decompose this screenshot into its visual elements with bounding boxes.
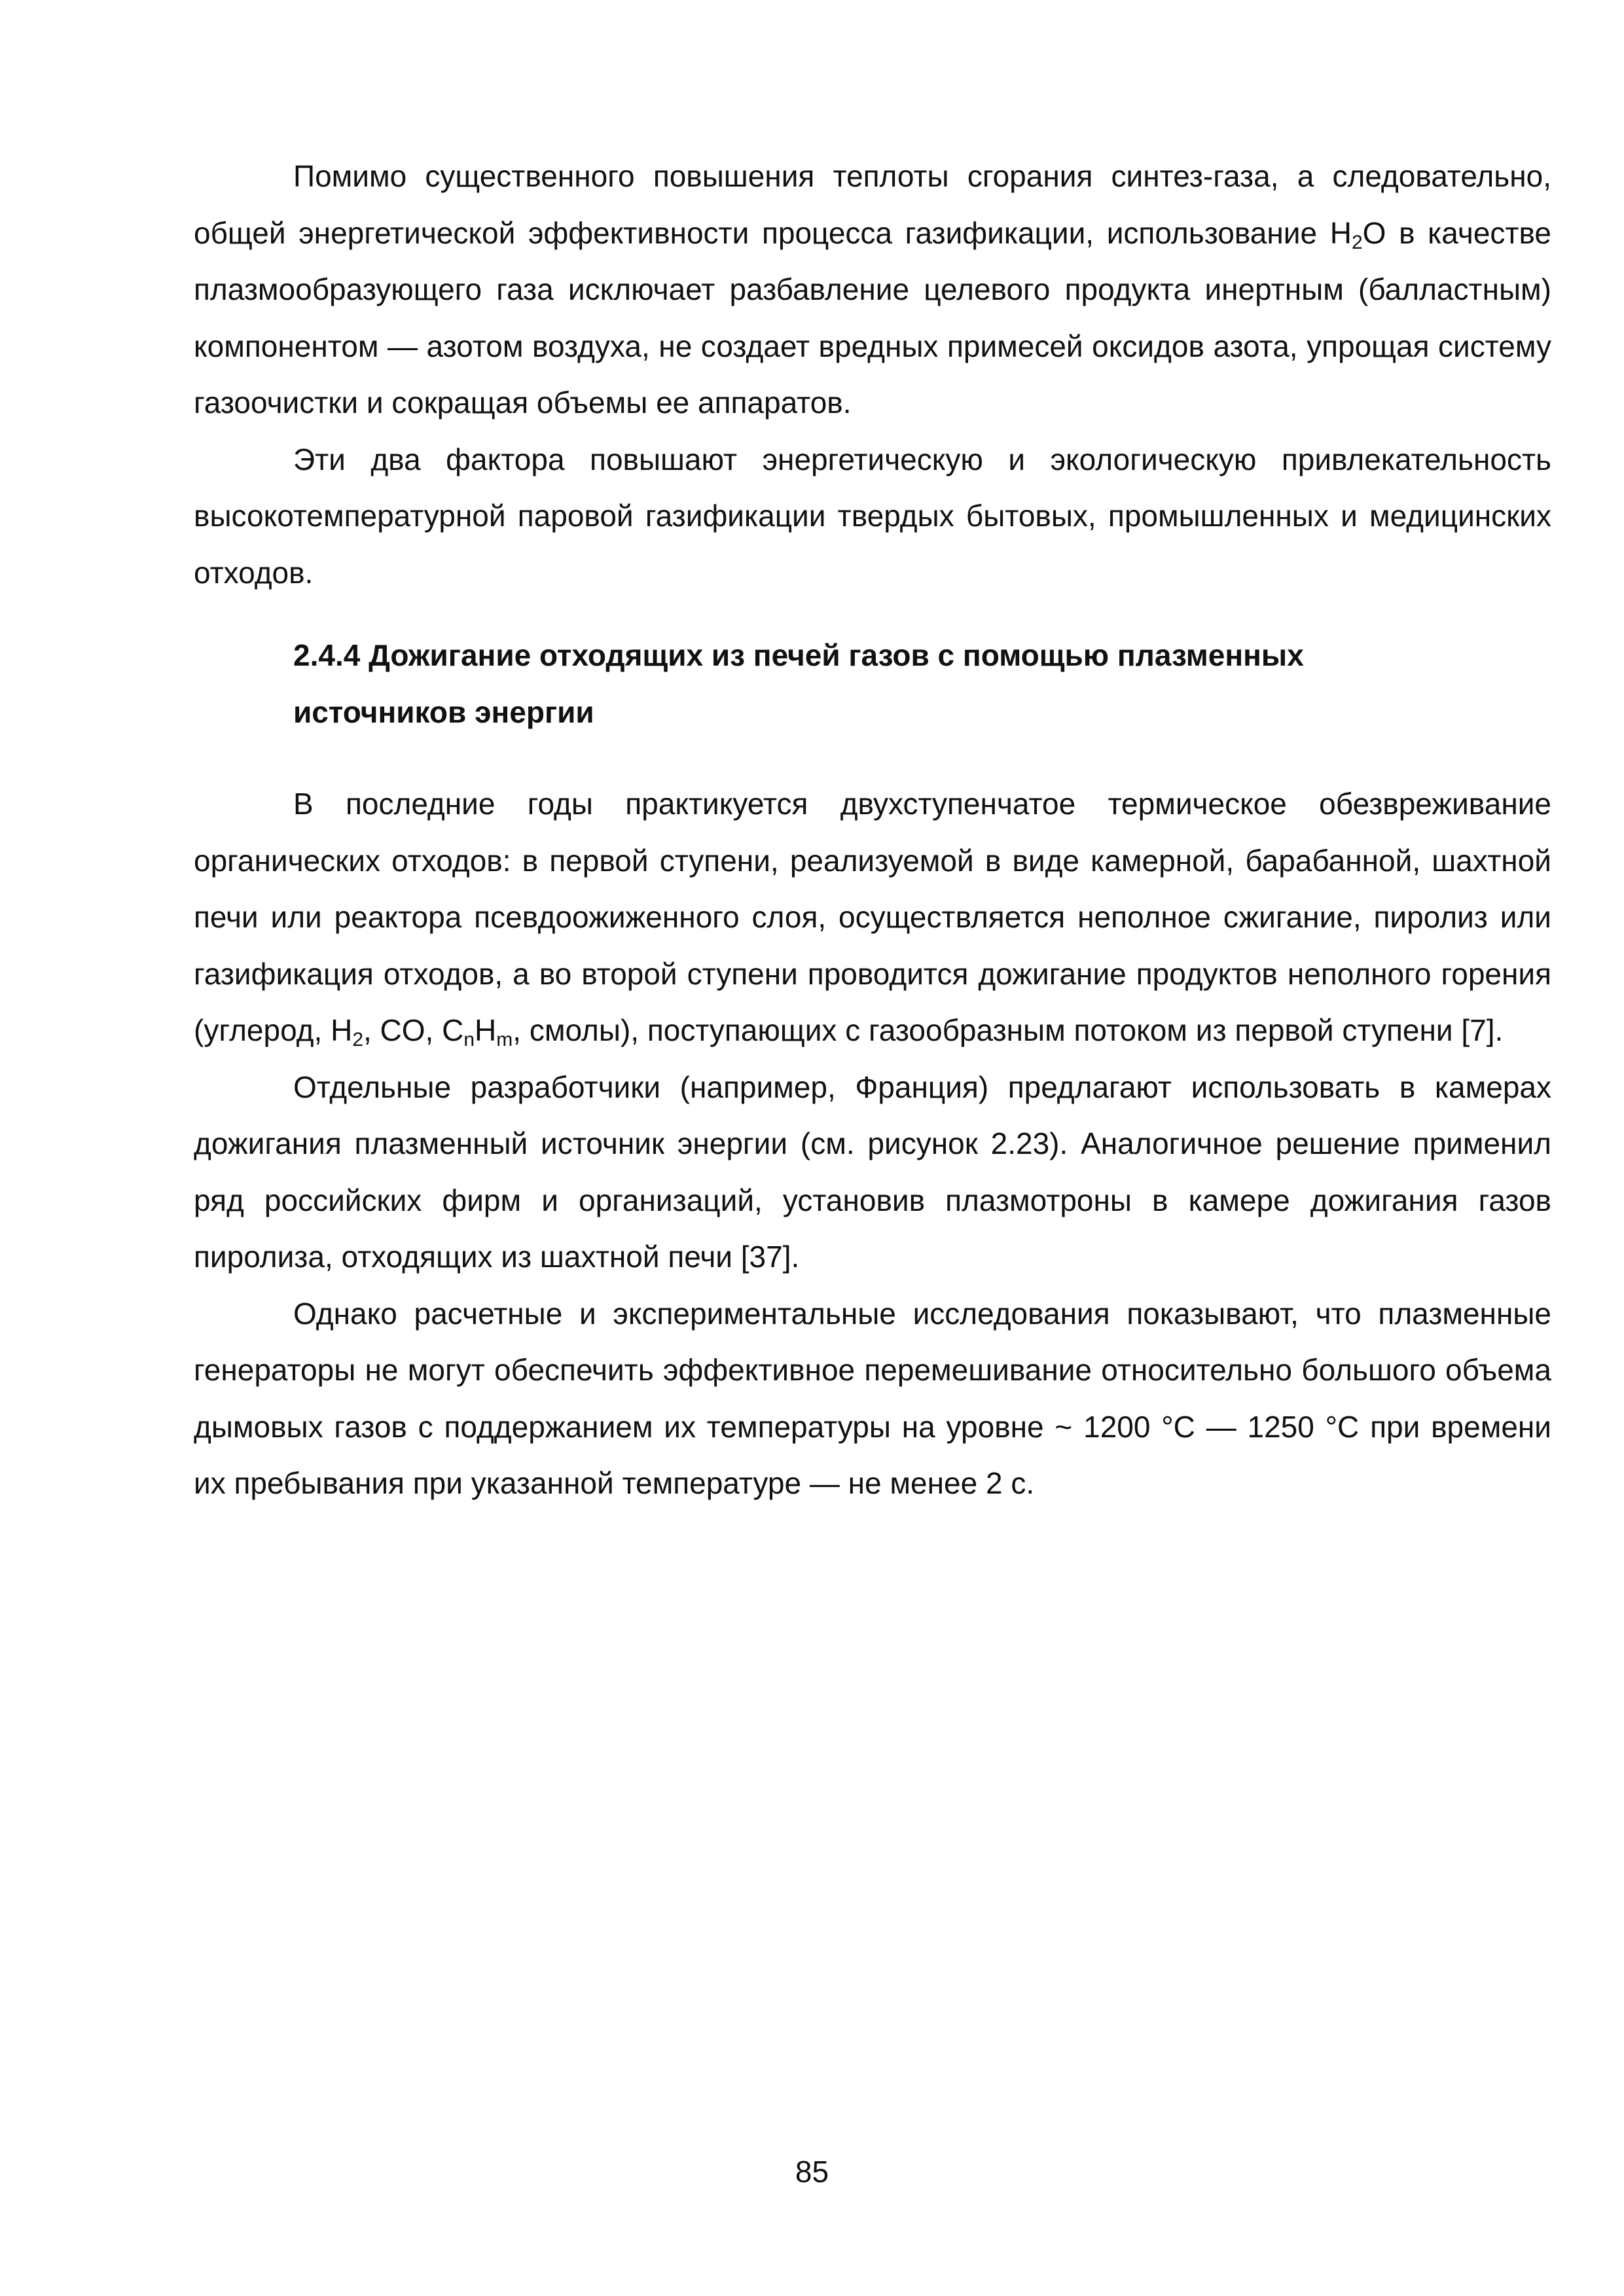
- formula-hm: H: [475, 1013, 497, 1047]
- paragraph-3-text: В последние годы практикуется двухступенчатое термическое обезвреживание органических отходов: в первой ступени, реализуемой в виде камерной, барабанной, шахтной печи или реактора псевдоожиженного слоя, осуществляется неполное сжигание, пиролиз или газификация отходов, а во второй ступени проводится дожигание продуктов неполного горения (углерод,: [194, 787, 1551, 1047]
- section-heading: 2.4.4 Дожигание отходящих из печей газов с помощью плазменных источников энергии: [293, 638, 1304, 729]
- formula-c-subscript: n: [463, 1029, 475, 1050]
- paragraph-3-end: , смолы), поступающих с газообразным потоком из первой ступени [7].: [513, 1013, 1504, 1047]
- formula-h2-subscript: 2: [352, 1029, 363, 1050]
- paragraph-1-rest: в качестве плазмообразующего газа исключает разбавление целевого продукта инертным (балластным) компонентом — азотом воздуха, не создает вредных примесей оксидов азота, упрощая систему газоочистки и сокращая объемы ее аппаратов.: [194, 215, 1552, 420]
- paragraph-4: Отдельные разработчики (например, Франция) предлагают использовать в камерах дожигания плазменный источник энергии (см. рисунок 2.23). Аналогичное решение применил ряд российских фирм и организаций, установив плазмотроны в камере дожигания газов пиролиза, отходящих из шахтной печи [37].: [194, 1069, 1551, 1274]
- paragraph-5: Однако расчетные и экспериментальные исследования показывают, что плазменные генераторы не могут обеспечить эффективное перемешивание относительно большого объема дымовых газов с поддержанием их температуры на уровне ~ 1200 °С — 1250 °С при времени их пребывания при указанной температуре — не менее 2 с.: [194, 1296, 1551, 1500]
- formula-h: H: [1329, 215, 1352, 250]
- formula-subscript: 2: [1351, 231, 1363, 253]
- paragraph-1: [194, 148, 1551, 431]
- paragraph-1-text: Помимо существенного повышения теплоты сгорания синтез-газа, а следовательно, общей энергетической эффективности процесса газификации, использование: [194, 159, 1551, 250]
- paragraph-3: [194, 776, 1551, 1059]
- page-number: 85: [795, 2155, 829, 2189]
- formula-c: C: [442, 1013, 464, 1047]
- formula-o: O: [1362, 215, 1386, 250]
- paragraph-3-co: , CO,: [363, 1013, 442, 1047]
- paragraph-2: Эти два фактора повышают энергетическую и экологическую привлекательность высокотемпературной паровой газификации твердых бытовых, промышленных и медицинских отходов.: [194, 442, 1551, 590]
- formula-h2: H: [331, 1013, 353, 1047]
- document-page: [194, 148, 1551, 1512]
- formula-hm-subscript: m: [496, 1029, 513, 1050]
